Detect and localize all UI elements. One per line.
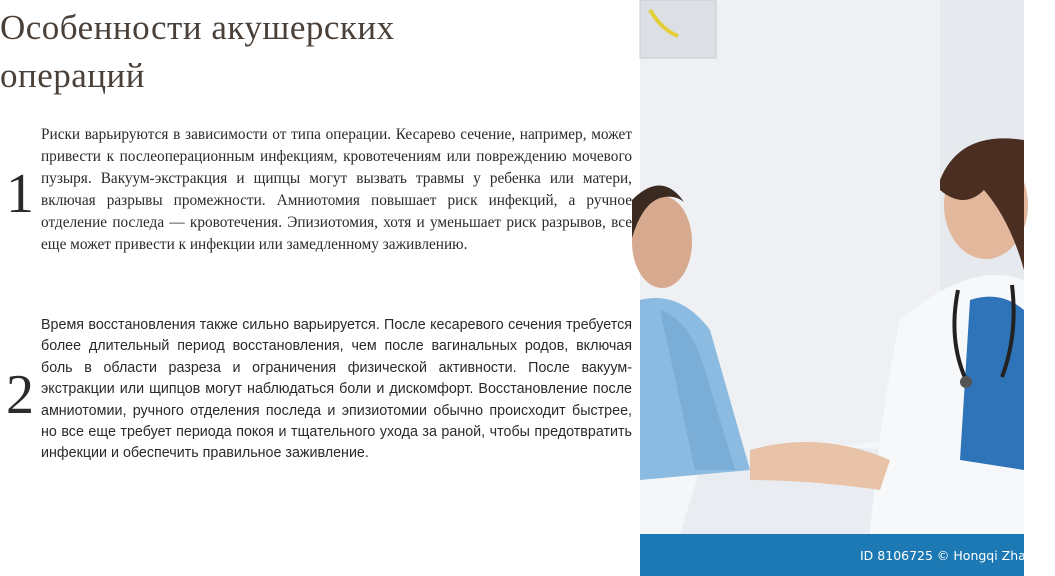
hospital-scene-illustration [640, 0, 1024, 576]
slide-title-line-2: операций [0, 56, 145, 95]
item-number-2: 2 [6, 364, 34, 426]
slide-title [0, 4, 620, 100]
photo-credit-bar [640, 534, 1055, 576]
item-number-1: 1 [6, 163, 34, 225]
slide-title-line-1: Особенности акушерских [0, 8, 395, 47]
item-text-2: Время восстановления также сильно варьируется. После кесаревого сечения требуется более длительный период восстановления, чем после вагинальных родов, включая боль в области разреза и ограничения физической активности. После вакуум-экстракции или щипцов могут наблюдаться боли и дискомфорт. Восстановление после амниотомии, ручного отделения последа и эпизиотомии обычно происходит быстрее, но все еще требует периода покоя и тщательного ухода за раной, чтобы предотвратить инфекции и обеспечить правильное заживление. [41, 317, 632, 462]
item-text-1: Риски варьируются в зависимости от типа операции. Кесарево сечение, например, может привести к послеоперационным инфекциям, кровотечениям или повреждению мочевого пузыря. Вакуум-экстракция и щипцы могут вызвать травмы у ребенка или матери, включая разрывы промежности. Амниотомия повышает риск инфекций, а ручное отделение последа — кровотечения. Эпизиотомия, хотя и уменьшает риск разрывов, все еще может привести к инфекции или замедленному заживлению. [41, 126, 632, 253]
photo-credit-text: ID 8106725 © Hongqi Zhang & [860, 548, 1055, 563]
hospital-photo [640, 0, 1055, 576]
